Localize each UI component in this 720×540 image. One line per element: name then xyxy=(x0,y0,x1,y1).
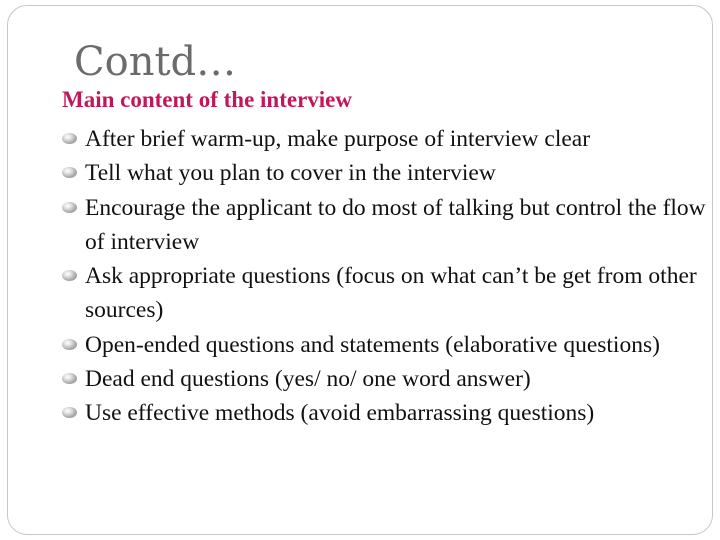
bullet-text: After brief warm-up, make purpose of interview clear xyxy=(85,126,591,152)
bullet-dot-icon xyxy=(62,202,77,213)
bullet-dot-icon xyxy=(62,133,77,144)
slide-title: Contd… xyxy=(74,39,237,85)
bullet-dot-icon xyxy=(62,373,77,384)
bullet-text: Tell what you plan to cover in the interview xyxy=(85,160,496,187)
bullet-text: Encourage the applicant to do most of talking but control the flow of interview xyxy=(85,194,706,255)
bullet-text: Use effective methods (avoid embarrassing questions) xyxy=(85,400,595,427)
bullet-dot-icon xyxy=(62,270,77,281)
bullet-text: Dead end questions (yes/ no/ one word answer) xyxy=(85,366,531,393)
bullet-text: Open-ended questions and statements (elaborative questions) xyxy=(85,331,660,358)
bullet-dot-icon xyxy=(62,407,77,418)
bullet-item xyxy=(62,259,712,328)
bullet-text: Ask appropriate questions (focus on what can’t be get from other sources) xyxy=(85,263,697,324)
section-heading: Main content of the interview xyxy=(62,87,352,112)
bullet-item xyxy=(62,362,712,396)
bullet-item xyxy=(62,191,712,260)
bullet-list xyxy=(62,122,712,431)
bullet-item xyxy=(62,396,712,430)
bullet-dot-icon xyxy=(62,167,77,178)
bullet-item xyxy=(62,156,712,190)
bullet-dot-icon xyxy=(62,339,77,350)
bullet-item xyxy=(62,328,712,362)
bullet-item xyxy=(62,122,712,156)
